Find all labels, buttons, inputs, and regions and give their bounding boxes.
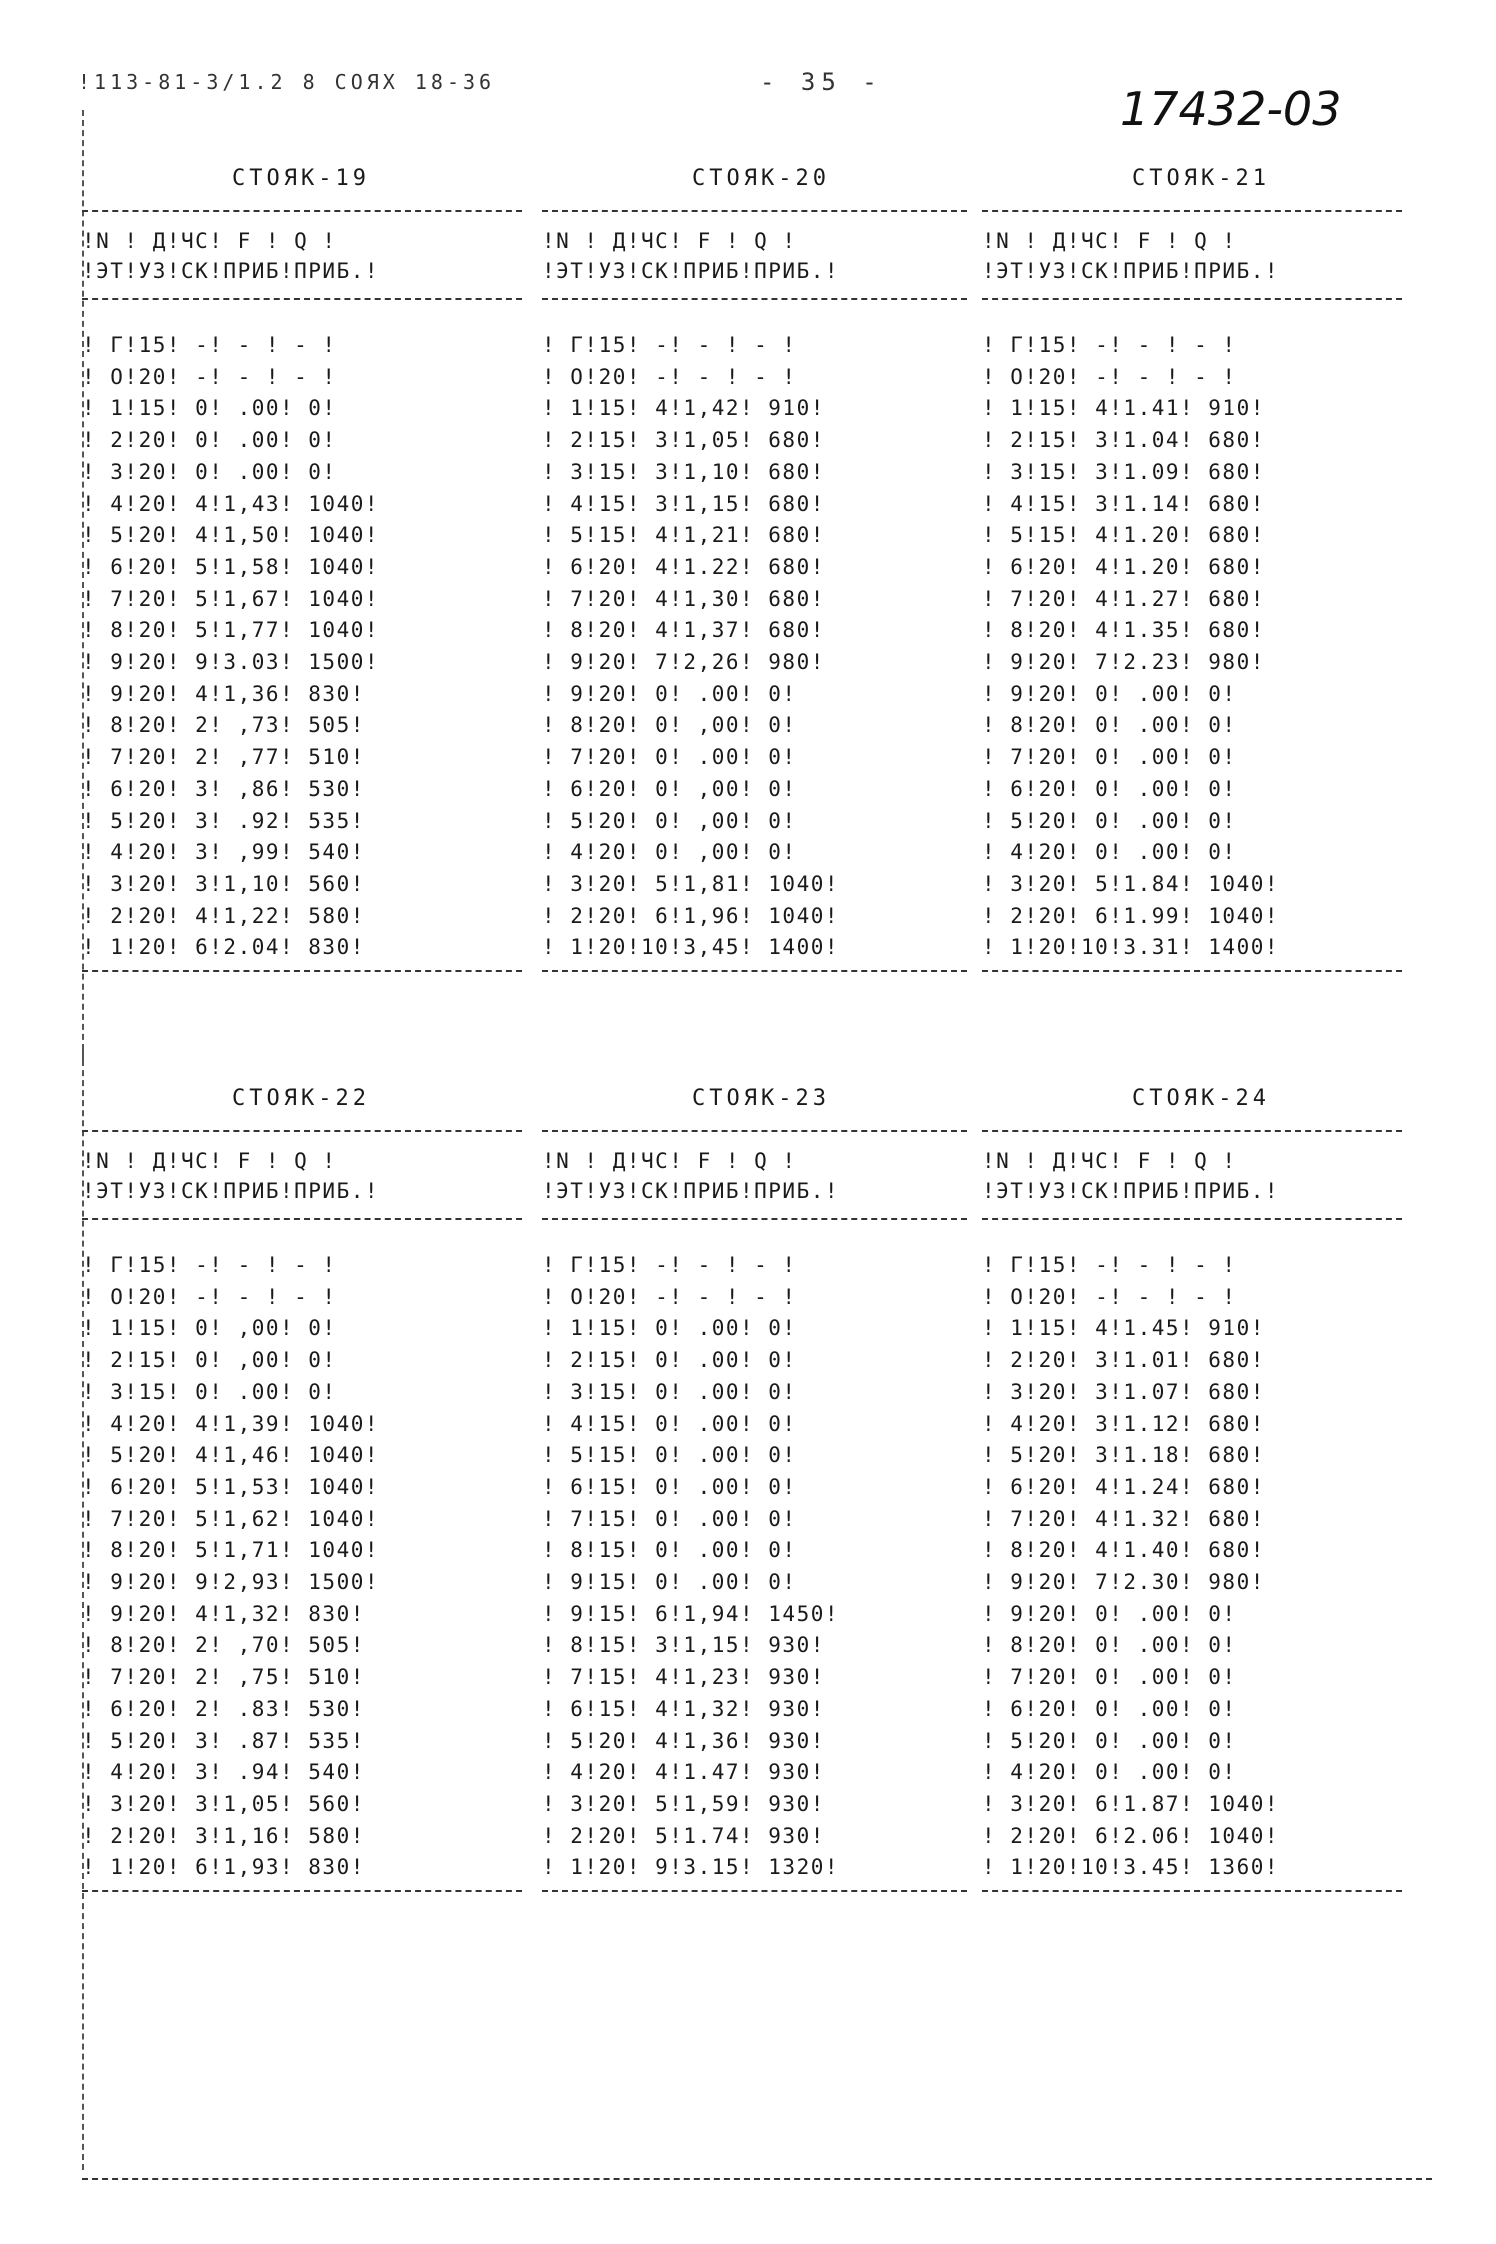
table-rule-bottom: [542, 1890, 967, 1892]
table-row: ! 6!20! 5!1,58! 1040!: [82, 554, 380, 579]
header-code: !113-81-3/1.2 8 СОЯХ 18-36: [78, 70, 496, 94]
table-row: ! 8!20! 0! ,00! 0!: [542, 713, 797, 738]
table-title: СТОЯК-21: [1132, 166, 1270, 191]
table-row: ! 1!20!10!3.45! 1360!: [982, 1855, 1280, 1880]
table-row: ! 3!15! 3!1.09! 680!: [982, 459, 1265, 484]
table-row: ! 4!20! 4!1.47! 930!: [542, 1760, 825, 1785]
table-header-line: !ЭТ!УЗ!СК!ПРИБ!ПРИБ.!: [82, 259, 380, 283]
table-row: ! О!20! -! - ! - !: [82, 364, 337, 389]
table-rule-top: [982, 210, 1402, 212]
table-row: ! 6!20! 0! .00! 0!: [982, 1696, 1237, 1721]
table-header-line: !ЭТ!УЗ!СК!ПРИБ!ПРИБ.!: [542, 259, 840, 283]
table-row: ! 6!20! 4!1.22! 680!: [542, 554, 825, 579]
table-rule-header: [542, 1218, 967, 1220]
table-row: ! 3!15! 3!1,10! 680!: [542, 459, 825, 484]
table-rule-top: [982, 1130, 1402, 1132]
table-row: ! Г!15! -! - ! - !: [82, 1253, 337, 1277]
table-row: ! 1!20! 6!2.04! 830!: [82, 935, 365, 960]
table-row: ! 2!20! 3!1.01! 680!: [982, 1348, 1265, 1373]
table-row: ! 6!20! 5!1,53! 1040!: [82, 1474, 380, 1499]
table-rule-top: [542, 210, 967, 212]
table-row: ! 2!15! 3!1,05! 680!: [542, 428, 825, 453]
table-row: ! 6!15! 4!1,32! 930!: [542, 1696, 825, 1721]
table-header-line: !N ! Д!ЧС! F ! Q !: [982, 1149, 1237, 1173]
table-row: ! 2!20! 6!1.99! 1040!: [982, 903, 1280, 928]
page-number: - 35 -: [760, 68, 883, 96]
table-row: ! Г!15! -! - ! - !: [542, 333, 797, 357]
table-row: ! 9!20! 0! .00! 0!: [982, 1601, 1237, 1626]
table-row: ! 3!20! 3!1,05! 560!: [82, 1791, 365, 1816]
table-row: ! 4!20! 0! .00! 0!: [982, 840, 1237, 865]
table-rule-header: [82, 1218, 522, 1220]
table-row: ! 8!20! 4!1.35! 680!: [982, 618, 1265, 643]
table-row: ! 9!15! 6!1,94! 1450!: [542, 1601, 840, 1626]
table-title: СТОЯК-24: [1132, 1086, 1270, 1111]
table-row: ! 3!15! 0! .00! 0!: [542, 1379, 797, 1404]
table-row: ! 8!20! 2! ,73! 505!: [82, 713, 365, 738]
table-row: ! 9!20! 4!1,36! 830!: [82, 681, 365, 706]
table-row: ! 6!15! 0! .00! 0!: [542, 1474, 797, 1499]
table-row: ! 9!20! 7!2.23! 980!: [982, 650, 1265, 674]
table-row: ! 3!20! 5!1,59! 930!: [542, 1791, 825, 1816]
table-row: ! О!20! -! - ! - !: [542, 1284, 797, 1309]
table-row: ! О!20! -! - ! - !: [82, 1284, 337, 1309]
table-row: ! 7!20! 5!1,62! 1040!: [82, 1506, 380, 1531]
handwritten-number: 17432-03: [1120, 82, 1342, 136]
table-rule-header: [982, 1218, 1402, 1220]
table-header-line: !N ! Д!ЧС! F ! Q !: [82, 1149, 337, 1173]
table-row: ! О!20! -! - ! - !: [542, 364, 797, 389]
table-title: СТОЯК-23: [692, 1086, 830, 1111]
table-row: ! 3!20! 3!1,10! 560!: [82, 871, 365, 896]
table-row: ! 9!20! 4!1,32! 830!: [82, 1601, 365, 1626]
table-row: ! 1!20! 6!1,93! 830!: [82, 1855, 365, 1880]
table-row: ! 5!20! 4!1,46! 1040!: [82, 1443, 380, 1468]
table-row: ! Г!15! -! - ! - !: [82, 333, 337, 357]
table-row: ! 7!20! 5!1,67! 1040!: [82, 586, 380, 611]
table-row: ! 9!20! 9!2,93! 1500!: [82, 1570, 380, 1594]
table-header-line: !N ! Д!ЧС! F ! Q !: [542, 1149, 797, 1173]
table-row: ! 9!20! 9!3.03! 1500!: [82, 650, 380, 674]
table-row: ! 7!20! 4!1,30! 680!: [542, 586, 825, 611]
table-row: ! 3!20! 3!1.07! 680!: [982, 1379, 1265, 1404]
table-row: ! 7!20! 2! ,77! 510!: [82, 745, 365, 770]
table-row: ! 1!15! 0! ,00! 0!: [82, 1316, 337, 1341]
table-row: ! 3!20! 0! .00! 0!: [82, 459, 337, 484]
table-row: ! 1!15! 4!1,42! 910!: [542, 396, 825, 421]
table-row: ! 8!15! 3!1,15! 930!: [542, 1633, 825, 1658]
table-row: ! 4!20! 3! .94! 540!: [82, 1760, 365, 1785]
table-row: ! 1!20!10!3.31! 1400!: [982, 935, 1280, 960]
table-row: ! 2!20! 6!2.06! 1040!: [982, 1823, 1280, 1848]
table-row: ! 8!20! 5!1,77! 1040!: [82, 618, 380, 643]
table-header-line: !N ! Д!ЧС! F ! Q !: [542, 229, 797, 253]
table-row: ! 7!20! 0! .00! 0!: [982, 745, 1237, 770]
table-row: ! 4!20! 3!1.12! 680!: [982, 1411, 1265, 1436]
table-row: ! Г!15! -! - ! - !: [982, 1253, 1237, 1277]
table-header-line: !ЭТ!УЗ!СК!ПРИБ!ПРИБ.!: [982, 1179, 1280, 1203]
table-header-line: !ЭТ!УЗ!СК!ПРИБ!ПРИБ.!: [82, 1179, 380, 1203]
table-row: ! 3!20! 6!1.87! 1040!: [982, 1791, 1280, 1816]
table-row: ! 7!20! 2! ,75! 510!: [82, 1665, 365, 1690]
table-row: ! 8!20! 0! .00! 0!: [982, 1633, 1237, 1658]
table-row: ! 5!20! 3! .92! 535!: [82, 808, 365, 833]
table-row: ! 9!20! 0! .00! 0!: [982, 681, 1237, 706]
table-row: ! 1!15! 4!1.45! 910!: [982, 1316, 1265, 1341]
table-row: ! 6!20! 4!1.20! 680!: [982, 554, 1265, 579]
table-row: ! 5!20! 0! .00! 0!: [982, 1728, 1237, 1753]
table-row: ! 5!20! 3!1.18! 680!: [982, 1443, 1265, 1468]
table-row: ! 1!20!10!3,45! 1400!: [542, 935, 840, 960]
table-row: ! 2!20! 5!1.74! 930!: [542, 1823, 825, 1848]
table-title: СТОЯК-19: [232, 166, 370, 191]
table-rule-top: [82, 1130, 522, 1132]
table-header-line: !ЭТ!УЗ!СК!ПРИБ!ПРИБ.!: [542, 1179, 840, 1203]
table-rule-bottom: [982, 1890, 1402, 1892]
table-row: ! 8!20! 5!1,71! 1040!: [82, 1538, 380, 1563]
table-row: ! 7!15! 4!1,23! 930!: [542, 1665, 825, 1690]
table-row: ! 5!15! 0! .00! 0!: [542, 1443, 797, 1468]
table-row: ! 7!20! 0! .00! 0!: [542, 745, 797, 770]
table-rule-bottom: [542, 970, 967, 972]
table-row: ! 6!20! 4!1.24! 680!: [982, 1474, 1265, 1499]
table-row: ! 6!20! 0! ,00! 0!: [542, 776, 797, 801]
table-row: ! 6!20! 0! .00! 0!: [982, 776, 1237, 801]
table-row: ! О!20! -! - ! - !: [982, 364, 1237, 389]
table-header-line: !N ! Д!ЧС! F ! Q !: [82, 229, 337, 253]
table-rule-header: [982, 298, 1402, 300]
table-row: ! 9!20! 7!2,26! 980!: [542, 650, 825, 674]
table-rule-bottom: [982, 970, 1402, 972]
table-row: ! 2!20! 4!1,22! 580!: [82, 903, 365, 928]
table-row: ! 1!15! 4!1.41! 910!: [982, 396, 1265, 421]
table-row: ! 8!20! 2! ,70! 505!: [82, 1633, 365, 1658]
table-row: ! 6!20! 3! ,86! 530!: [82, 776, 365, 801]
table-row: ! 5!20! 3! .87! 535!: [82, 1728, 365, 1753]
table-row: ! 2!20! 3!1,16! 580!: [82, 1823, 365, 1848]
table-header-line: !N ! Д!ЧС! F ! Q !: [982, 229, 1237, 253]
table-row: ! 5!20! 4!1,50! 1040!: [82, 523, 380, 548]
table-title: СТОЯК-22: [232, 1086, 370, 1111]
table-row: ! 4!20! 4!1,39! 1040!: [82, 1411, 380, 1436]
table-row: ! 5!20! 0! .00! 0!: [982, 808, 1237, 833]
table-row: ! 4!20! 3! ,99! 540!: [82, 840, 365, 865]
table-row: ! 3!20! 5!1,81! 1040!: [542, 871, 840, 896]
table-row: ! 2!20! 6!1,96! 1040!: [542, 903, 840, 928]
table-rule-bottom: [82, 1890, 522, 1892]
table-row: ! Г!15! -! - ! - !: [982, 333, 1237, 357]
table-rule-top: [82, 210, 522, 212]
table-row: ! 7!15! 0! .00! 0!: [542, 1506, 797, 1531]
table-row: ! 4!20! 0! .00! 0!: [982, 1760, 1237, 1785]
table-row: ! 9!20! 7!2.30! 980!: [982, 1570, 1265, 1594]
table-row: ! 8!15! 0! .00! 0!: [542, 1538, 797, 1563]
table-rule-bottom: [82, 970, 522, 972]
table-row: ! 4!15! 3!1.14! 680!: [982, 491, 1265, 516]
table-row: ! 3!20! 5!1.84! 1040!: [982, 871, 1280, 896]
table-row: ! 2!15! 3!1.04! 680!: [982, 428, 1265, 453]
table-row: ! 2!15! 0! .00! 0!: [542, 1348, 797, 1373]
table-row: ! 4!15! 0! .00! 0!: [542, 1411, 797, 1436]
table-row: ! 6!20! 2! .83! 530!: [82, 1696, 365, 1721]
table-row: ! 8!20! 4!1.40! 680!: [982, 1538, 1265, 1563]
table-row: ! 3!15! 0! .00! 0!: [82, 1379, 337, 1404]
table-row: ! 4!15! 3!1,15! 680!: [542, 491, 825, 516]
table-row: ! 7!20! 4!1.32! 680!: [982, 1506, 1265, 1531]
table-row: ! 2!15! 0! ,00! 0!: [82, 1348, 337, 1373]
table-row: ! 4!20! 4!1,43! 1040!: [82, 491, 380, 516]
table-row: ! 8!20! 0! .00! 0!: [982, 713, 1237, 738]
table-row: ! 2!20! 0! .00! 0!: [82, 428, 337, 453]
table-rule-header: [542, 298, 967, 300]
table-row: ! 5!15! 4!1.20! 680!: [982, 523, 1265, 548]
table-header-line: !ЭТ!УЗ!СК!ПРИБ!ПРИБ.!: [982, 259, 1280, 283]
table-row: ! 8!20! 4!1,37! 680!: [542, 618, 825, 643]
table-row: ! 9!20! 0! .00! 0!: [542, 681, 797, 706]
bottom-rule: [82, 2178, 1432, 2180]
table-row: ! 5!20! 0! ,00! 0!: [542, 808, 797, 833]
table-row: ! 7!20! 0! .00! 0!: [982, 1665, 1237, 1690]
table-rule-top: [542, 1130, 967, 1132]
table-title: СТОЯК-20: [692, 166, 830, 191]
table-row: ! 7!20! 4!1.27! 680!: [982, 586, 1265, 611]
table-row: ! 1!15! 0! .00! 0!: [542, 1316, 797, 1341]
table-row: ! 5!15! 4!1,21! 680!: [542, 523, 825, 548]
table-row: ! 4!20! 0! ,00! 0!: [542, 840, 797, 865]
table-row: ! 1!20! 9!3.15! 1320!: [542, 1855, 840, 1880]
table-row: ! Г!15! -! - ! - !: [542, 1253, 797, 1277]
table-rule-header: [82, 298, 522, 300]
table-row: ! О!20! -! - ! - !: [982, 1284, 1237, 1309]
table-row: ! 9!15! 0! .00! 0!: [542, 1570, 797, 1594]
table-row: ! 5!20! 4!1,36! 930!: [542, 1728, 825, 1753]
table-row: ! 1!15! 0! .00! 0!: [82, 396, 337, 421]
